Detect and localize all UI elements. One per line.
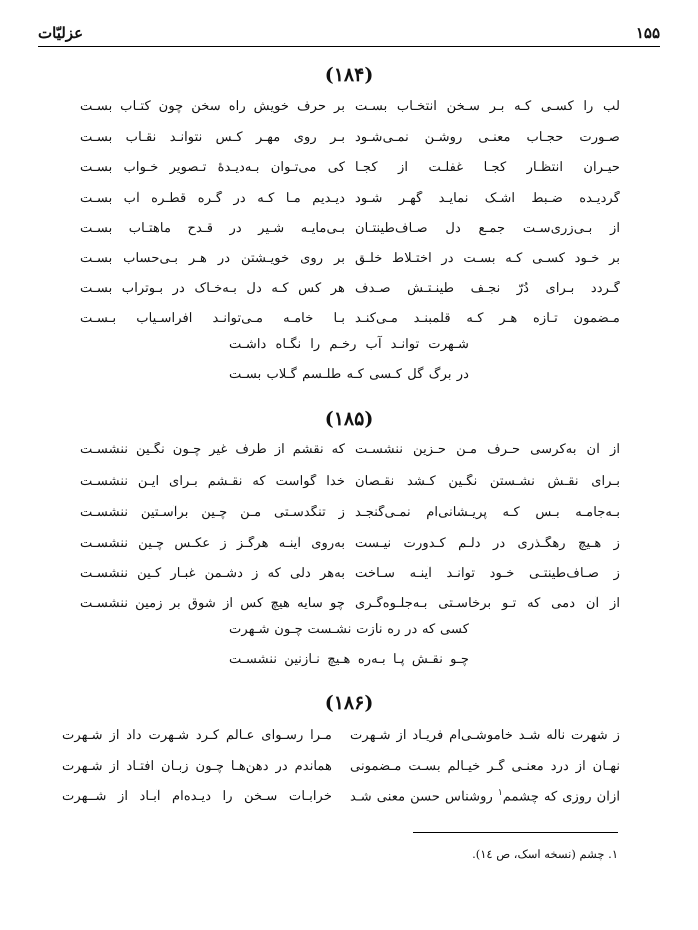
hemistich-first: لب را کسـی کـه بـر سـخن انتخـاب بسـت [355,98,620,114]
closing-couplet [0,622,698,646]
hemistich-first: بـرای نقـش نشـستن نگـین کـشد نقـصان [355,473,620,489]
hemistich-first: ز هـیچ رهگـذری در دلـم کـدورت نیـست [355,535,620,551]
hemistich-first: گـردد بـرای دُرّ نجـف طینـتـش صـدف [355,280,620,296]
hemistich-first: حیـران انتظـار کجـا غفلـت از کجـا [355,159,620,175]
hemistich-first: بر خـود کسـی کـه بسـت در اختـلاط خلـق [355,250,620,266]
hemistich-text-tail: روشناس حسن معنی شـد [350,789,493,805]
closing-couplet [0,367,698,391]
hemistich-first: مـضمون تـازه هـر کـه قلمبنـد مـی‌کنـد [355,310,620,326]
hemistich-second: بر حرف خویش راه سخن چون کتـاب بسـت [80,98,345,114]
verse [80,94,620,118]
hemistich-second: که نقشم از طرف غیر چـون نگـین ننشسـت [80,441,345,457]
hemistich-first: گردیـده ضـبط اشـک نمایـد گهـر شـود [355,190,620,206]
poem-number: (۱۸۶) [324,692,374,714]
poem-number: (۱۸۵) [324,408,374,430]
hemistich-first: از آن به‌کرسی حـرف مـن حـزین ننشسـت [355,441,620,457]
hemistich-second: خدا گواست که نقـشم بـرای ایـن ننشسـت [80,473,345,489]
verse [80,216,620,240]
hemistich-second: هر کس کـه دل بـه‌خـاک در بـوتراب بسـت [80,280,345,296]
hemistich-second: چـو نقـش پـا بـه‌ره هـیچ نـازنین ننشسـت [229,652,469,667]
verse [62,784,620,808]
verse [80,561,620,585]
hemistich-second: به‌روی آینـه هرگـز ز عکـس چـین ننشسـت [80,535,345,551]
hemistich-first: بـه‌جامـه بـس کـه پریـشانی‌ام نمـی‌گنجـد [355,504,620,520]
verse [80,125,620,149]
hemistich-second: به‌هر دلی که ز دشـمن غبـار کـین ننشسـت [80,565,345,581]
poem-number: (۱۸۴) [324,64,374,86]
closing-couplet [0,652,698,676]
hemistich-second: بر روی خویـشتن در هـر بـی‌حساب بسـت [80,250,345,266]
hemistich-first: شـهرت توانـد آب رخـم را نگـاه داشـت [229,337,469,352]
hemistich-first: ز شهرت ناله شـد خاموشـی‌ام فریـاد از شـهرت [350,727,620,743]
verse [80,155,620,179]
hemistich-second: دیـدیم مـا کـه در گـره قطـره آب بسـت [80,190,345,206]
hemistich-second: بـر روی مهـر کـس نتوانـد نقـاب بسـت [80,129,345,145]
hemistich-first: کسی که در ره نازت نشـست چـون شـهرت [229,622,469,637]
verse [80,591,620,615]
verse [80,306,620,330]
hemistich-second: ز تنگدسـتی مـن چـین برآسـتین ننشسـت [80,504,345,520]
hemistich-first: نهـان از درد معنـی گـر خیـالم بسـت مـضمونی [350,758,620,774]
footnote-divider [413,832,618,833]
hemistich-second: کی می‌تـوان بـه‌دیـدهٔ تـصویر خـواب بسـت [80,159,345,175]
hemistich-second: بـی‌مایـه شـیر در قـدح ماهتـاب بسـت [80,220,345,236]
hemistich-second: در برگ گل کـسی کـه طلـسم گـلاب بسـت [229,367,469,382]
hemistich-first: از بـی‌زری‌سـت جمـع دل صـاف‌طینتـان [355,220,620,236]
verse [80,276,620,300]
closing-couplet [0,337,698,361]
hemistich-first: صـورت حجـاب معنـی روشـن نمـی‌شـود [355,129,620,145]
hemistich-second: مـرا رسـوای عـالم کـرد شـهرت داد از شـهرت [62,727,332,743]
verse [80,469,620,493]
verse [80,437,620,461]
hemistich-first [350,788,620,804]
hemistich-first: ز صـاف‌طینتـی خـود توانـد آینـه سـاخت [355,565,620,581]
verse [62,754,620,778]
verse [62,723,620,747]
hemistich-text: ازان روزی که چشمم [502,789,620,805]
running-title: عزلیّات [38,24,84,42]
verse [80,531,620,555]
footnote: ۱. چشم (نسخه اسک، ص ۱٤). [472,847,618,861]
hemistich-first: از آن دمی که تـو برخاسـتی بـه‌جلـوه‌گـری [355,595,620,611]
page-number: ۱۵۵ [635,24,660,42]
verse [80,186,620,210]
verse [80,500,620,524]
page-header [38,20,660,47]
hemistich-second: بـا خامـه مـی‌توانـد افراسـیاب بـسـت [80,310,345,326]
verse [80,246,620,270]
hemistich-second: خرابـات سـخن را دیـده‌ام آبـاد از شــهرت [62,788,332,804]
hemistich-second: هماندم در دهن‌هـا چـون زبـان افتـاد از شـهرت [62,758,332,774]
footnote-marker[interactable]: ۱ [497,787,503,798]
hemistich-second: چو سایه هیچ کس از شوق بر زمین ننشسـت [80,595,345,611]
